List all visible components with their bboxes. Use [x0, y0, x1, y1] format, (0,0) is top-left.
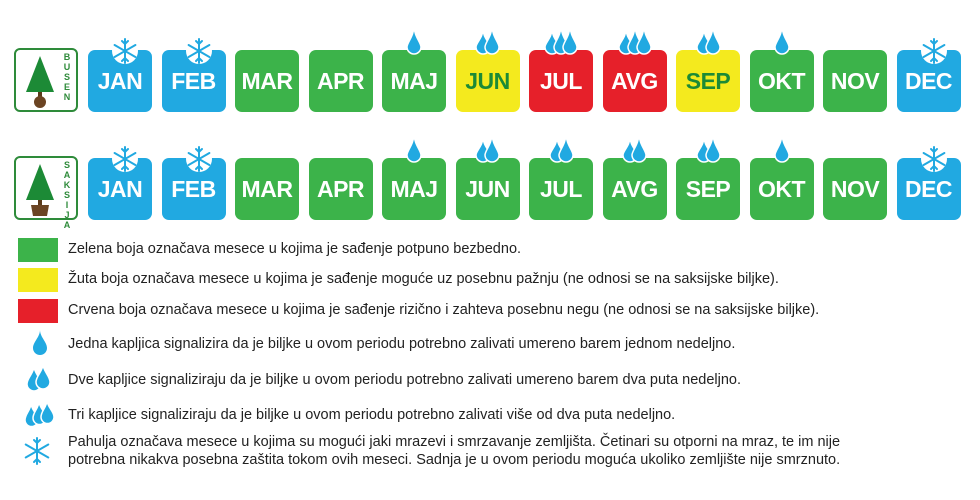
- month-icon-holder: [603, 32, 667, 72]
- two-drops-icon: [548, 132, 575, 166]
- snowflake-icon: [110, 144, 140, 174]
- month-label: OKT: [757, 67, 806, 94]
- green-swatch: [18, 238, 58, 262]
- month-icon-holder: [897, 32, 961, 72]
- vertical-letter: A: [63, 220, 71, 230]
- month-label: JAN: [97, 67, 143, 94]
- month-icon-holder: [529, 32, 593, 72]
- month-label: AVG: [611, 67, 658, 94]
- month-label: APR: [316, 175, 365, 202]
- month-label: MAJ: [390, 175, 438, 202]
- busen-plant-box: [14, 48, 78, 112]
- month-label: SEP: [685, 67, 731, 94]
- red-swatch: [18, 299, 58, 323]
- legend-drop-3-text: Tri kapljice signaliziraju da je biljke u ovom periodu potrebno zalivati više od dva puta nedeljno.: [68, 407, 676, 423]
- month-icon-holder: [529, 140, 593, 180]
- month-label: SEP: [685, 175, 731, 202]
- vertical-letter: E: [63, 82, 70, 92]
- vertical-letter: N: [63, 92, 71, 102]
- vertical-letter: S: [63, 72, 70, 82]
- calendar-row-busen: [0, 32, 980, 112]
- snowflake-icon: [22, 436, 52, 466]
- three-drops-icon: [543, 24, 579, 58]
- month-label: MAR: [241, 67, 293, 94]
- vertical-letter: J: [64, 210, 70, 220]
- saksija-plant-box: [14, 156, 78, 230]
- snowflake-icon: [919, 36, 949, 66]
- three-drops-icon: [617, 24, 653, 58]
- month-apr: [309, 50, 373, 112]
- two-drops-icon: [695, 132, 722, 166]
- month-label: JUN: [465, 67, 510, 94]
- month-label: JUL: [540, 67, 582, 94]
- month-label: MAR: [241, 175, 293, 202]
- vertical-letter: A: [63, 170, 71, 180]
- two-drops-icon: [26, 364, 52, 392]
- legend-green-text: Zelena boja označava mesece u kojima je sađenje potpuno bezbedno.: [68, 241, 522, 257]
- busen-vertical-label: [61, 52, 73, 102]
- month-icon-holder: [162, 140, 226, 180]
- month-icon-holder: [676, 140, 740, 180]
- tree-pot-icon: [18, 160, 62, 218]
- month-label: JUN: [465, 175, 510, 202]
- month-mar: [235, 158, 299, 220]
- yellow-swatch: [18, 268, 58, 292]
- month-icon-holder: [676, 32, 740, 72]
- month-label: FEB: [171, 175, 216, 202]
- one-drop-icon: [773, 132, 791, 166]
- month-icon-holder: [750, 140, 814, 180]
- month-label: OKT: [757, 175, 806, 202]
- month-label: DEC: [904, 67, 953, 94]
- tree-root-ball-icon: [18, 52, 62, 110]
- snowflake-icon: [110, 36, 140, 66]
- month-apr: [309, 158, 373, 220]
- two-drops-icon: [695, 24, 722, 58]
- legend-red-text: Crvena boja označava mesece u kojima je sađenje rizično i zahteva posebnu negu (ne odnosi se na saksijske biljke).: [68, 302, 820, 318]
- month-icon-holder: [88, 32, 152, 72]
- month-nov: [823, 158, 887, 220]
- two-drops-icon: [621, 132, 648, 166]
- month-icon-holder: [603, 140, 667, 180]
- saksija-vertical-label: [61, 160, 73, 230]
- one-drop-icon: [405, 24, 423, 58]
- vertical-letter: K: [63, 180, 71, 190]
- month-icon-holder: [456, 32, 520, 72]
- two-drops-icon: [474, 132, 501, 166]
- month-label: APR: [316, 67, 365, 94]
- month-icon-holder: [897, 140, 961, 180]
- month-icon-holder: [750, 32, 814, 72]
- month-label: NOV: [830, 175, 880, 202]
- vertical-letter: S: [63, 190, 70, 200]
- one-drop-icon: [773, 24, 791, 58]
- month-label: FEB: [171, 67, 216, 94]
- snowflake-icon: [184, 144, 214, 174]
- vertical-letter: U: [63, 62, 71, 72]
- month-label: JAN: [97, 175, 143, 202]
- legend-drop-2-text: Dve kapljice signaliziraju da je biljke u ovom periodu potrebno zalivati umereno barem dva puta nedeljno.: [68, 372, 742, 388]
- vertical-letter: B: [63, 52, 71, 62]
- month-label: AVG: [611, 175, 658, 202]
- legend-snowflake-text-2: potrebna nikakva posebna zaštita tokom ovih meseci. Sadnja je u ovom periodu moguća ukoliko zemljište nije smrznuto.: [68, 452, 841, 468]
- month-mar: [235, 50, 299, 112]
- month-label: NOV: [830, 67, 880, 94]
- calendar-row-saksija: [0, 140, 980, 230]
- month-label: JUL: [540, 175, 582, 202]
- snowflake-icon: [184, 36, 214, 66]
- snowflake-icon: [919, 144, 949, 174]
- month-nov: [823, 50, 887, 112]
- three-drops-icon: [24, 400, 56, 428]
- month-icon-holder: [382, 32, 446, 72]
- legend-drop-1-text: Jedna kapljica signalizira da je biljke u ovom periodu potrebno zalivati umereno barem jednom nedeljno.: [68, 336, 736, 352]
- month-label: MAJ: [390, 67, 438, 94]
- vertical-letter: S: [63, 160, 70, 170]
- legend-snowflake-text-1: Pahulja označava mesece u kojima su mogući jaki mrazevi i smrzavanje zemljišta. Četinari su otporni na mraz, te im nije: [68, 434, 841, 450]
- two-drops-icon: [474, 24, 501, 58]
- one-drop-icon: [405, 132, 423, 166]
- one-drop-icon: [32, 330, 48, 356]
- month-icon-holder: [162, 32, 226, 72]
- month-icon-holder: [456, 140, 520, 180]
- legend-yellow-text: Žuta boja označava mesece u kojima je sađenje moguće uz posebnu pažnju (ne odnosi se na saksijske biljke).: [68, 271, 779, 287]
- month-label: DEC: [904, 175, 953, 202]
- month-icon-holder: [88, 140, 152, 180]
- vertical-letter: I: [65, 200, 69, 210]
- month-icon-holder: [382, 140, 446, 180]
